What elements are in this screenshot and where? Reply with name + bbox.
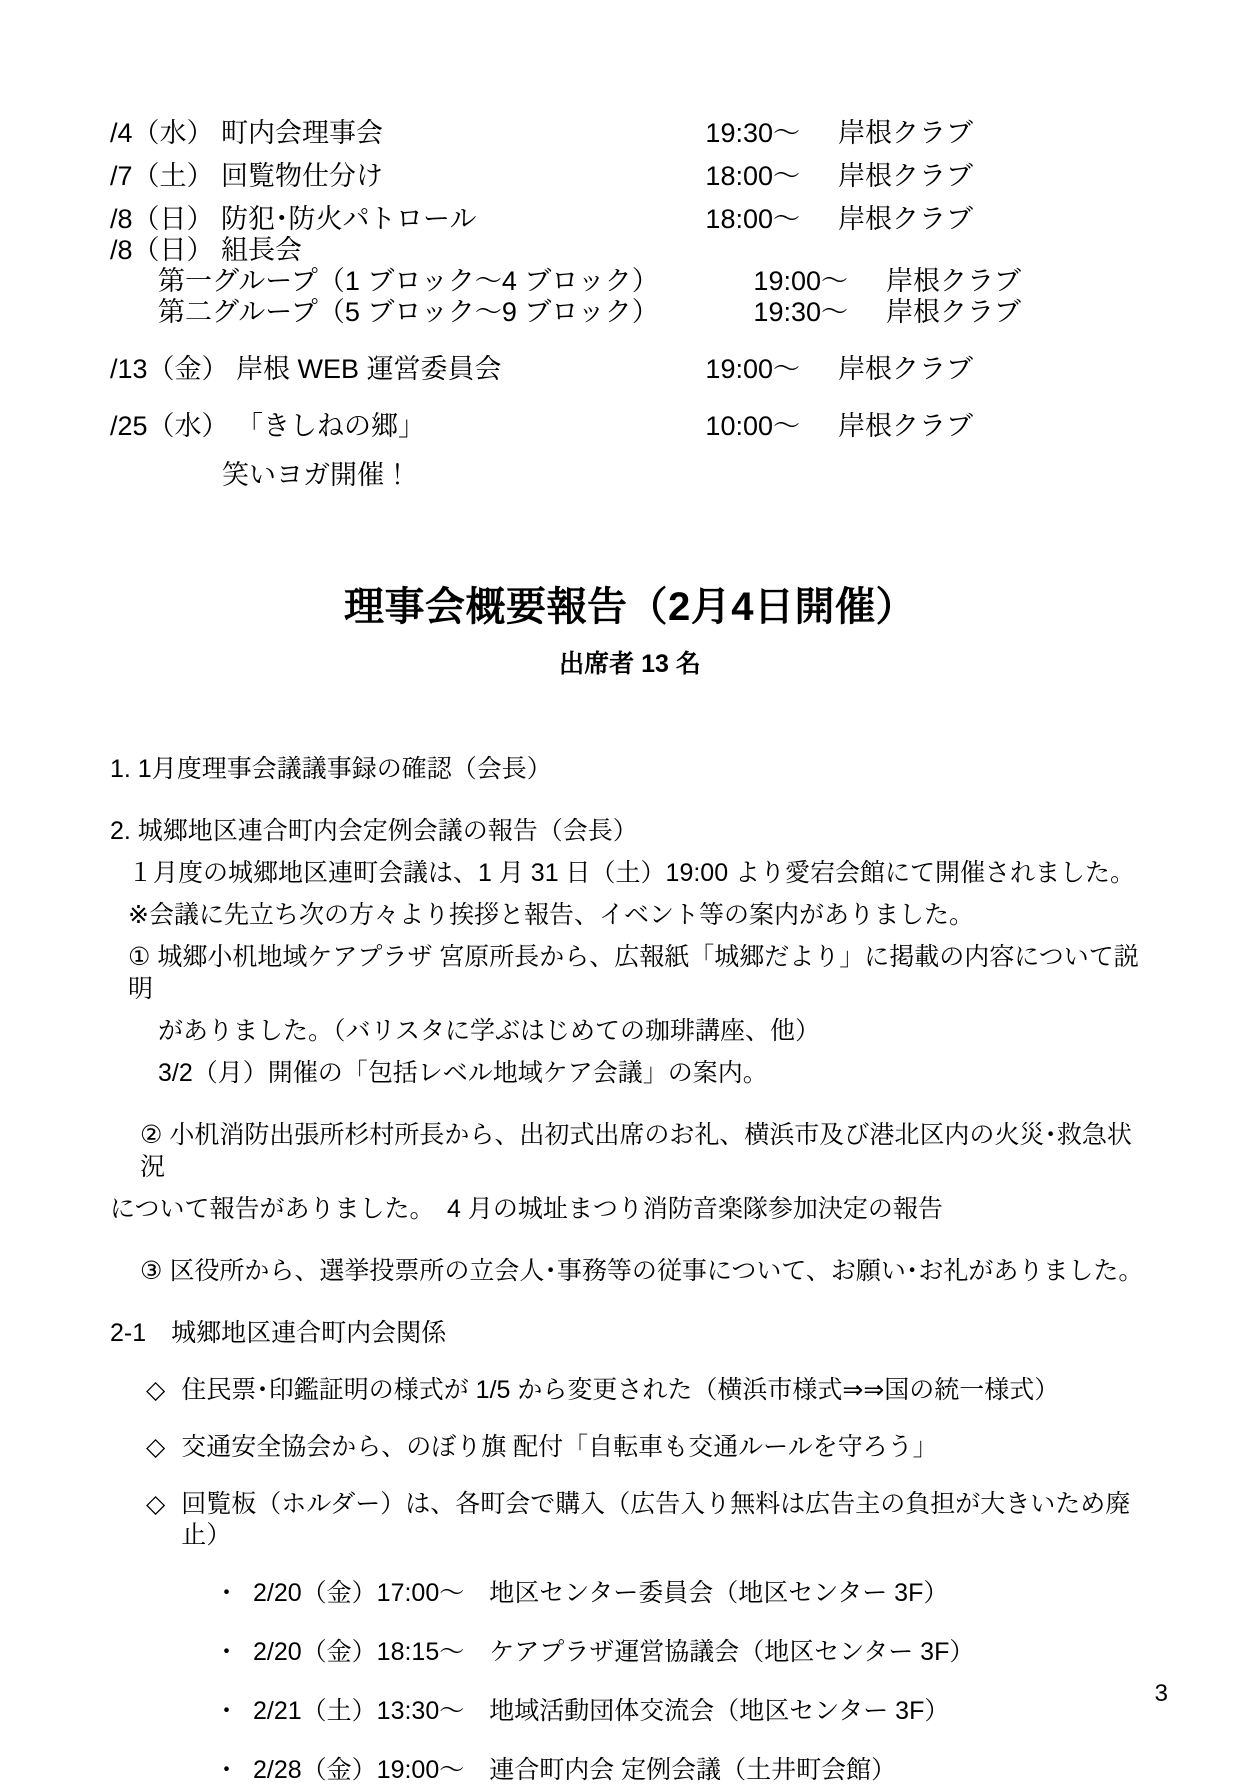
schedule-time: 19:30～ xyxy=(753,297,848,327)
dot-bullet-text: 2/21（土）13:30～ 地域活動団体交流会（地区センター 3F） xyxy=(253,1697,950,1725)
dot-bullet-item xyxy=(110,1578,1150,1609)
diamond-bullet-item xyxy=(110,1489,1150,1552)
schedule-title: /7（土） 回覧物仕分け xyxy=(110,161,384,191)
schedule-list xyxy=(110,120,1150,489)
agenda-item-2-line-1: １月度の城郷地区連町会議は、1 月 31 日（土）19:00 より愛宕会館にて開催されました。 xyxy=(128,858,1136,887)
report-body xyxy=(110,753,1150,1787)
page-number: 3 xyxy=(1154,1680,1168,1707)
schedule-place: 岸根クラブ xyxy=(838,161,973,191)
schedule-time: 18:00～ xyxy=(705,161,800,191)
schedule-row xyxy=(110,413,1150,440)
diamond-icon: ◇ xyxy=(146,1432,166,1461)
circle-item-1-line-2: がありました。（バリスタに学ぶはじめての珈琲講座、他） xyxy=(158,1016,821,1045)
schedule-time: 10:00～ xyxy=(705,411,800,441)
dot-bullet-text: 2/28（金）19:00～ 連合町内会 定例会議（土井町会館） xyxy=(253,1756,897,1785)
circle-item-3: ③ 区役所から、選挙投票所の立会人･事務等の従事について、お願い･お礼がありました。 xyxy=(140,1256,1144,1285)
schedule-note: 笑いヨガ開催！ xyxy=(222,460,411,490)
circle-item-1-line-1: ① 城郷小机地域ケアプラザ 宮原所長から、広報紙「城郷だより」に掲載の内容について説明 xyxy=(128,942,1139,1003)
diamond-bullet-text: 交通安全協会から、のぼり旗 配付「自転車も交通ルールを守ろう」 xyxy=(181,1432,938,1461)
circle-item-2-line-1: ② 小机消防出張所杉村所長から、出初式出席のお礼、横浜市及び港北区内の火災･救急状況 xyxy=(140,1120,1132,1181)
schedule-time: 19:30～ xyxy=(705,118,800,148)
schedule-row xyxy=(110,299,1150,326)
schedule-row xyxy=(110,206,1150,233)
schedule-place: 岸根クラブ xyxy=(838,411,973,441)
dot-icon: ・ xyxy=(214,1697,240,1725)
schedule-title: /4（水） 町内会理事会 xyxy=(110,118,384,148)
diamond-icon: ◇ xyxy=(146,1375,166,1404)
schedule-place: 岸根クラブ xyxy=(886,297,1021,327)
agenda-item-1: 1. 1月度理事会議議事録の確認（会長） xyxy=(110,754,552,783)
dot-bullet-text: 2/20（金）17:00～ 地区センター委員会（地区センター 3F） xyxy=(253,1578,949,1607)
schedule-row xyxy=(110,268,1150,295)
circle-item-1-line-3: 3/2（月）開催の「包括レベル地域ケア会議」の案内。 xyxy=(158,1058,768,1087)
diamond-icon: ◇ xyxy=(146,1490,166,1518)
dot-bullet-item xyxy=(110,1637,1150,1668)
schedule-time: 19:00～ xyxy=(753,266,848,296)
schedule-title: /13（金） 岸根 WEB 運営委員会 xyxy=(110,354,502,384)
schedule-place: 岸根クラブ xyxy=(838,118,973,148)
dot-icon: ・ xyxy=(214,1637,240,1666)
schedule-row xyxy=(110,163,1150,190)
schedule-title: /8（日） 組長会 xyxy=(110,235,303,265)
schedule-time: 19:00～ xyxy=(705,354,800,384)
attendee-count: 出席者 13 名 xyxy=(559,650,701,678)
schedule-title: 第二グループ（5 ブロック～9 ブロック） xyxy=(158,297,659,327)
dot-bullet-text: 2/20（金）18:15～ ケアプラザ運営協議会（地区センター 3F） xyxy=(253,1637,975,1666)
page-title: 理事会概要報告（2月4日開催） xyxy=(344,585,916,629)
diamond-bullet-text: 住民票･印鑑証明の様式が 1/5 から変更された（横浜市様式⇒⇒国の統一様式） xyxy=(181,1375,1060,1404)
schedule-title: /8（日） 防犯･防火パトロール xyxy=(110,204,477,234)
diamond-bullet-text: 回覧板（ホルダー）は、各町会で購入（広告入り無料は広告主の負担が大きいため廃止） xyxy=(181,1490,1131,1550)
dot-bullet-item xyxy=(110,1696,1150,1727)
schedule-time: 18:00～ xyxy=(705,204,800,234)
diamond-bullet-item xyxy=(110,1432,1150,1463)
dot-icon: ・ xyxy=(214,1756,240,1785)
schedule-place: 岸根クラブ xyxy=(838,204,973,234)
schedule-title: 第一グループ（1 ブロック～4 ブロック） xyxy=(158,266,659,296)
agenda-item-2-title: 2. 城郷地区連合町内会定例会議の報告（会長） xyxy=(110,816,638,845)
schedule-place: 岸根クラブ xyxy=(838,354,973,384)
schedule-row xyxy=(110,356,1150,383)
circle-item-2-line-2: について報告がありました。 4 月の城址まつり消防音楽隊参加決定の報告 xyxy=(110,1194,943,1223)
section-2-1-title: 2-1 城郷地区連合町内会関係 xyxy=(110,1318,447,1347)
diamond-bullet-item xyxy=(110,1375,1150,1406)
schedule-title: /25（水） 「きしねの郷」 xyxy=(110,411,426,441)
schedule-row xyxy=(110,120,1150,147)
schedule-place: 岸根クラブ xyxy=(886,266,1021,296)
dot-icon: ・ xyxy=(214,1578,240,1607)
schedule-row xyxy=(110,237,1150,264)
agenda-item-2-line-2: ※会議に先立ち次の方々より挨拶と報告、イベント等の案内がありました。 xyxy=(128,900,974,929)
